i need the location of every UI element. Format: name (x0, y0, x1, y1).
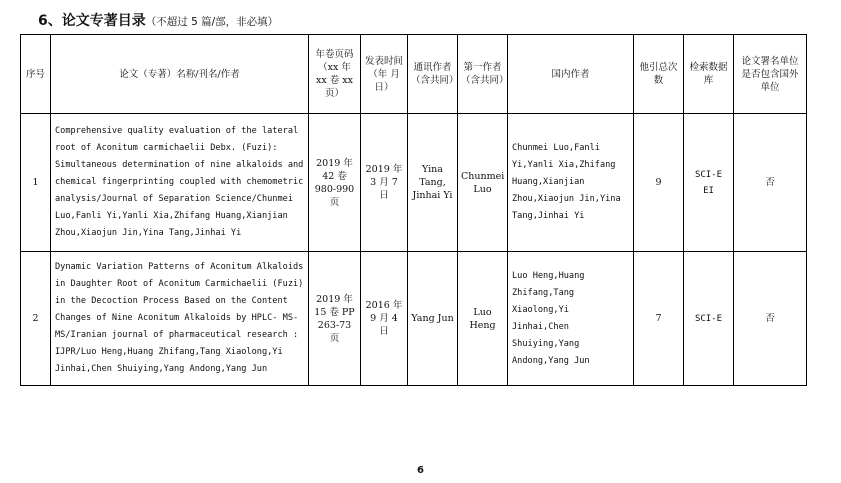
cell-volume: 2019 年 15 卷 PP 263-73 页 (309, 252, 361, 386)
header-index-db: 检索数据库 (684, 35, 734, 114)
table-header-row (21, 35, 807, 114)
cell-domestic-authors: Chunmei Luo,Fanli Yi,Yanli Xia,Zhifang Huang,Xianjian Zhou,Xiaojun Jin,Yina Tang,Jinhai Yi (508, 114, 634, 252)
header-first-author: 第一作者（含共同） (458, 35, 508, 114)
cell-index-db: SCI-E (684, 252, 734, 386)
cell-title: Comprehensive quality evaluation of the lateral root of Aconitum carmichaelii Debx. (Fuzi): Simultaneous determination of nine alkaloids and chemical fingerprinting coupled with chemometric analysis/Journal of Separation Science/Chunmei Luo,Fanli Yi,Yanli Xia,Zhifang Huang,Xianjian Zhou,Xiaojun Jin,Yina Tang,Jinhai Yi (51, 114, 309, 252)
page-number: 6 (417, 465, 424, 476)
header-citations: 他引总次数 (634, 35, 684, 114)
cell-volume: 2019 年 42 卷 980-990 页 (309, 114, 361, 252)
table-row (21, 252, 807, 386)
cell-seq: 1 (21, 114, 51, 252)
cell-citations: 7 (634, 252, 684, 386)
cell-index-db: SCI-E EI (684, 114, 734, 252)
section-heading (38, 10, 278, 30)
cell-title: Dynamic Variation Patterns of Aconitum Alkaloids in Daughter Root of Aconitum Carmichaelii (Fuzi) in the Decoction Process Based on the Content Changes of Nine Aconitum Alkaloids by HPLC- MS-MS/Iranian journal of pharmaceutical research : IJPR/Luo Heng,Huang Zhifang,Tang Xiaolong,Yi Jinhai,Chen Shuiying,Yang Andong,Yang Jun (51, 252, 309, 386)
header-corresponding-author: 通讯作者（含共同） (408, 35, 458, 114)
cell-first-author: Luo Heng (458, 252, 508, 386)
cell-foreign-unit: 否 (734, 114, 807, 252)
cell-foreign-unit: 否 (734, 252, 807, 386)
header-title: 论文（专著）名称/刊名/作者 (51, 35, 309, 114)
cell-first-author: Chunmei Luo (458, 114, 508, 252)
cell-corresponding-author: Yina Tang, Jinhai Yi (408, 114, 458, 252)
cell-citations: 9 (634, 114, 684, 252)
table-row (21, 114, 807, 252)
section-note: （不超过 5 篇/部，非必填） (145, 16, 279, 28)
header-pub-date: 发表时间（年 月 日） (361, 35, 408, 114)
cell-domestic-authors: Luo Heng,Huang Zhifang,Tang Xiaolong,Yi Jinhai,Chen Shuiying,Yang Andong,Yang Jun (508, 252, 634, 386)
header-domestic-authors: 国内作者 (508, 35, 634, 114)
header-seq: 序号 (21, 35, 51, 114)
cell-seq: 2 (21, 252, 51, 386)
cell-corresponding-author: Yang Jun (408, 252, 458, 386)
cell-pub-date: 2019 年 3 月 7 日 (361, 114, 408, 252)
header-volume: 年卷页码（xx 年 xx 卷 xx 页） (309, 35, 361, 114)
cell-pub-date: 2016 年 9 月 4 日 (361, 252, 408, 386)
section-title: 6、论文专著目录 (38, 13, 146, 29)
header-foreign-unit: 论文署名单位是否包含国外单位 (734, 35, 807, 114)
publications-table (20, 34, 807, 386)
